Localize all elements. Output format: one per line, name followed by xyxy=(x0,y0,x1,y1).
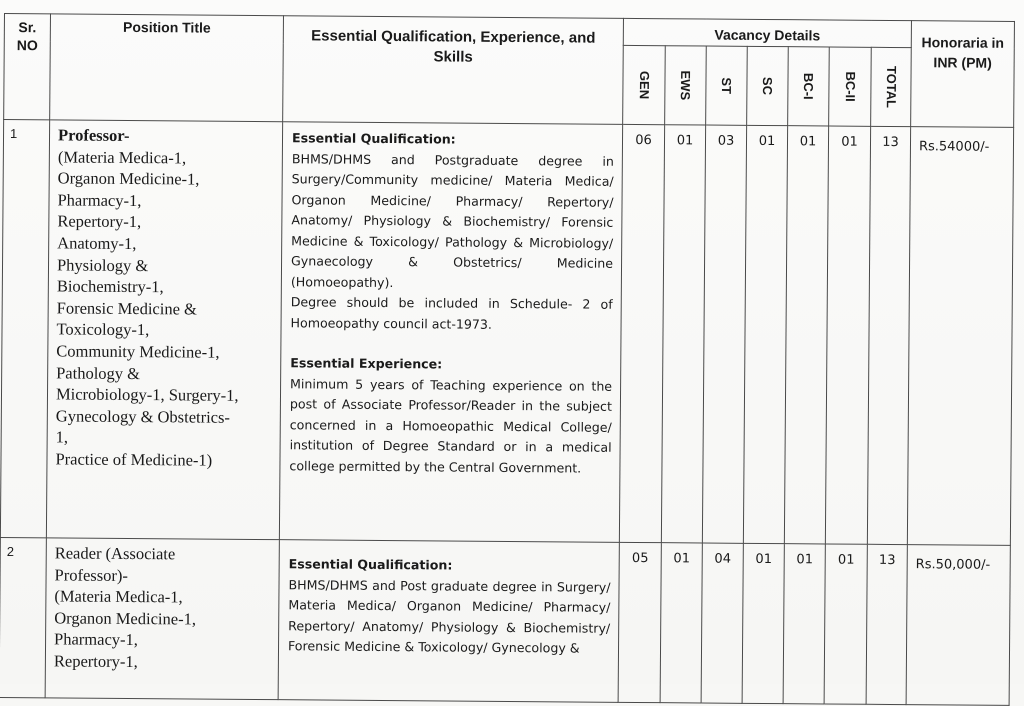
vacancy-st: 03 xyxy=(702,125,746,543)
vacancy-st: 04 xyxy=(701,543,743,703)
honoraria-cell: Rs.50,000/- xyxy=(906,545,1010,706)
header-position-title: Position Title xyxy=(50,14,284,122)
vacancy-total: 13 xyxy=(867,126,910,544)
header-gen xyxy=(623,45,666,124)
qualification-text: BHMS/DHMS and Postgraduate degree in Surgery/Community medicine/ Materia Medica/ Organon Medicine/ Pharmacy/ Repertory/ Anatomy/ Physiology & Biochemistry/ Forensic Medicine & Toxicology/ Pathology & Microbiology/ Gynaecology & Obstetrics/ Medicine (Homoeopathy). xyxy=(290,150,614,290)
header-honoraria: Honoraria in INR (PM) xyxy=(911,21,1015,128)
vacancy-bc-i: 01 xyxy=(783,544,825,704)
vacancy-table xyxy=(0,13,1015,706)
table-row xyxy=(0,120,1013,546)
experience-text: Minimum 5 years of Teaching experience on the post of Associate Professor/Reader in the subject concerned in a Homoeopathic Medical College/ institution of Degree Standard or in a medical college permitted by the Central Government. xyxy=(289,375,613,476)
header-bc-i xyxy=(788,47,830,126)
position-title-cell xyxy=(45,538,279,700)
header-qualification: Essential Qualification, Experience, and Skills xyxy=(283,16,624,125)
qualification-cell xyxy=(278,540,619,703)
vacancy-gen: 05 xyxy=(618,542,661,702)
header-st xyxy=(706,46,748,125)
sr-no-cell: 1 xyxy=(0,120,49,538)
table-row xyxy=(0,537,1010,705)
qualification-note: Degree should be included in Schedule- 2 of Homoeopathy council act-1973. xyxy=(290,294,613,332)
header-gen-label: GEN xyxy=(636,70,652,100)
vacancy-bc-ii: 01 xyxy=(824,544,867,704)
honoraria-cell: Rs.54000/- xyxy=(907,127,1013,546)
header-total xyxy=(871,47,912,126)
position-title-details: (Materia Medica-1, Organon Medicine-1, Pharmacy-1, Repertory-1, Anatomy-1, Physiology & Biochemistry-1, Forensic Medicine & Toxicology-1, Community Medicine-1, Pathology & Microbiology-1, Surgery-1, Gynecology & Obstetrics- 1, Practice of Medicine-1) xyxy=(55,147,239,470)
header-bc-ii xyxy=(829,47,872,126)
vacancy-gen: 06 xyxy=(619,124,664,542)
header-vacancy-details: Vacancy Details xyxy=(623,18,911,47)
position-title-bold: Professor- xyxy=(57,125,130,145)
position-title-details: Reader (Associate Professor)- (Materia Medica-1, Organon Medicine-1, Pharmacy-1, Repertory-1, xyxy=(53,543,197,672)
vacancy-sc: 01 xyxy=(743,125,787,543)
qualification-text: BHMS/DHMS and Post graduate degree in Surgery/ Materia Medica/ Organon Medicine/ Pharmacy/ Repertory/ Anatomy/ Physiology & Biochemistry/ Forensic Medicine & Toxicology/ Gynecology & xyxy=(287,576,611,656)
spacer xyxy=(290,333,612,356)
sr-no-cell: 2 xyxy=(0,537,46,697)
header-row-top xyxy=(4,14,1014,49)
header-st-label: ST xyxy=(718,77,735,95)
experience-heading: Essential Experience: xyxy=(290,355,443,372)
vacancy-bc-i: 01 xyxy=(784,126,828,544)
header-bc-i-label: BC-I xyxy=(800,72,817,100)
header-bc-ii-label: BC-II xyxy=(842,71,858,102)
vacancy-ews: 01 xyxy=(660,543,702,703)
header-ews xyxy=(665,46,707,125)
header-sr-no: Sr. NO xyxy=(4,14,51,120)
qualification-heading: Essential Qualification: xyxy=(288,556,453,573)
vacancy-bc-ii: 01 xyxy=(825,126,870,544)
vacancy-total: 13 xyxy=(866,544,907,704)
header-ews-label: EWS xyxy=(677,70,694,101)
qualification-heading: Essential Qualification: xyxy=(291,130,456,147)
position-title-cell xyxy=(46,120,282,540)
vacancy-ews: 01 xyxy=(661,125,705,543)
header-total-label: TOTAL xyxy=(883,65,899,109)
header-sc-label: SC xyxy=(759,76,776,96)
header-sc xyxy=(747,46,789,125)
qualification-cell xyxy=(279,122,622,543)
vacancy-sc: 01 xyxy=(742,543,784,703)
